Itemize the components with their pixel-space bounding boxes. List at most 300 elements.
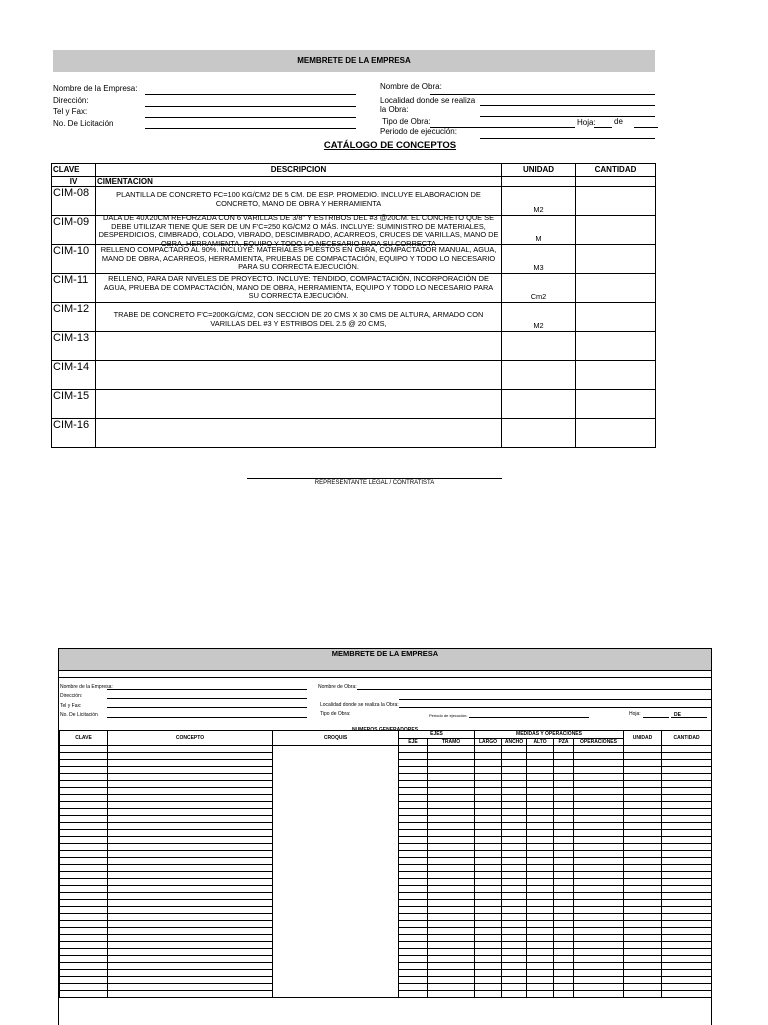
- table-cell[interactable]: [554, 872, 574, 879]
- table-cell[interactable]: [624, 942, 662, 949]
- table-cell[interactable]: [554, 837, 574, 844]
- table-cell[interactable]: [574, 963, 624, 970]
- table-cell[interactable]: [527, 753, 554, 760]
- table-cell[interactable]: [662, 858, 712, 865]
- table-cell[interactable]: [574, 956, 624, 963]
- table-cell[interactable]: [502, 921, 527, 928]
- table-cell[interactable]: [574, 851, 624, 858]
- row-quantity[interactable]: [576, 274, 656, 303]
- table-cell[interactable]: [554, 893, 574, 900]
- table-cell[interactable]: [574, 921, 624, 928]
- table-cell[interactable]: [399, 942, 428, 949]
- table-cell[interactable]: [60, 956, 108, 963]
- table-cell[interactable]: [428, 837, 475, 844]
- table-cell[interactable]: [502, 760, 527, 767]
- table-cell[interactable]: [502, 858, 527, 865]
- table-cell[interactable]: [502, 879, 527, 886]
- table-cell[interactable]: [399, 914, 428, 921]
- table-cell[interactable]: [554, 851, 574, 858]
- table-cell[interactable]: [399, 991, 428, 998]
- table-cell[interactable]: [475, 942, 502, 949]
- table-cell[interactable]: [624, 809, 662, 816]
- table-cell[interactable]: [527, 956, 554, 963]
- row-quantity[interactable]: [576, 390, 656, 419]
- table-cell[interactable]: [60, 774, 108, 781]
- table-cell[interactable]: [428, 865, 475, 872]
- table-cell[interactable]: [428, 942, 475, 949]
- table-cell[interactable]: [574, 977, 624, 984]
- table-cell[interactable]: [624, 977, 662, 984]
- table-cell[interactable]: [399, 949, 428, 956]
- table-cell[interactable]: [502, 795, 527, 802]
- row-quantity[interactable]: [576, 361, 656, 390]
- table-cell[interactable]: [108, 746, 273, 753]
- table-cell[interactable]: [428, 802, 475, 809]
- table-cell[interactable]: [574, 788, 624, 795]
- table-cell[interactable]: [502, 865, 527, 872]
- table-cell[interactable]: [60, 893, 108, 900]
- table-cell[interactable]: [502, 991, 527, 998]
- table-cell[interactable]: [574, 865, 624, 872]
- table-cell[interactable]: [554, 921, 574, 928]
- table-cell[interactable]: [475, 760, 502, 767]
- table-cell[interactable]: [624, 893, 662, 900]
- table-cell[interactable]: [502, 928, 527, 935]
- table-cell[interactable]: [624, 760, 662, 767]
- table-cell[interactable]: [554, 942, 574, 949]
- table-cell[interactable]: [60, 949, 108, 956]
- table-cell[interactable]: [502, 816, 527, 823]
- table-cell[interactable]: [60, 851, 108, 858]
- table-cell[interactable]: [428, 963, 475, 970]
- table-cell[interactable]: [527, 872, 554, 879]
- table-cell[interactable]: [475, 928, 502, 935]
- address-field-2[interactable]: [107, 698, 307, 699]
- table-cell[interactable]: [624, 858, 662, 865]
- table-cell[interactable]: [428, 816, 475, 823]
- table-cell[interactable]: [554, 746, 574, 753]
- table-cell[interactable]: [108, 767, 273, 774]
- table-cell[interactable]: [574, 991, 624, 998]
- table-cell[interactable]: [428, 823, 475, 830]
- table-cell[interactable]: [554, 956, 574, 963]
- table-cell[interactable]: [502, 781, 527, 788]
- sheet-total-field-2[interactable]: [671, 717, 707, 718]
- table-cell[interactable]: [502, 767, 527, 774]
- table-cell[interactable]: [399, 802, 428, 809]
- table-cell[interactable]: [554, 816, 574, 823]
- table-cell[interactable]: [428, 809, 475, 816]
- table-cell[interactable]: [554, 977, 574, 984]
- table-cell[interactable]: [428, 872, 475, 879]
- table-cell[interactable]: [502, 872, 527, 879]
- table-cell[interactable]: [108, 879, 273, 886]
- table-cell[interactable]: [399, 830, 428, 837]
- row-unit[interactable]: [502, 390, 576, 419]
- table-cell[interactable]: [60, 802, 108, 809]
- table-cell[interactable]: [574, 984, 624, 991]
- table-cell[interactable]: [624, 767, 662, 774]
- table-cell[interactable]: [108, 977, 273, 984]
- table-cell[interactable]: [624, 788, 662, 795]
- table-cell[interactable]: [554, 858, 574, 865]
- table-cell[interactable]: [108, 963, 273, 970]
- table-cell[interactable]: [624, 921, 662, 928]
- table-cell[interactable]: [624, 774, 662, 781]
- location-field-2[interactable]: [399, 699, 711, 700]
- period-field[interactable]: [480, 138, 655, 139]
- table-cell[interactable]: [662, 760, 712, 767]
- company-name-field-2[interactable]: [107, 689, 307, 690]
- row-unit[interactable]: [502, 419, 576, 448]
- row-quantity[interactable]: [576, 303, 656, 332]
- table-cell[interactable]: [60, 795, 108, 802]
- table-cell[interactable]: [662, 788, 712, 795]
- table-cell[interactable]: [475, 746, 502, 753]
- table-cell[interactable]: [475, 767, 502, 774]
- table-cell[interactable]: [399, 865, 428, 872]
- table-cell[interactable]: [574, 970, 624, 977]
- table-cell[interactable]: [60, 844, 108, 851]
- table-cell[interactable]: [108, 809, 273, 816]
- table-cell[interactable]: [60, 809, 108, 816]
- table-cell[interactable]: [399, 900, 428, 907]
- row-quantity[interactable]: [576, 187, 656, 216]
- table-cell[interactable]: [662, 949, 712, 956]
- table-cell[interactable]: [60, 914, 108, 921]
- table-cell[interactable]: [60, 900, 108, 907]
- table-cell[interactable]: [428, 844, 475, 851]
- table-cell[interactable]: [624, 823, 662, 830]
- table-cell[interactable]: [574, 844, 624, 851]
- table-cell[interactable]: [475, 921, 502, 928]
- table-cell[interactable]: [399, 837, 428, 844]
- table-cell[interactable]: [475, 802, 502, 809]
- table-cell[interactable]: [399, 767, 428, 774]
- table-cell[interactable]: [527, 816, 554, 823]
- table-cell[interactable]: [554, 907, 574, 914]
- table-cell[interactable]: [60, 879, 108, 886]
- table-cell[interactable]: [399, 774, 428, 781]
- table-cell[interactable]: [527, 760, 554, 767]
- table-cell[interactable]: [428, 914, 475, 921]
- table-cell[interactable]: [662, 879, 712, 886]
- table-cell[interactable]: [60, 816, 108, 823]
- table-cell[interactable]: [624, 956, 662, 963]
- table-cell[interactable]: [527, 893, 554, 900]
- table-cell[interactable]: [574, 816, 624, 823]
- table-cell[interactable]: [554, 914, 574, 921]
- table-cell[interactable]: [428, 851, 475, 858]
- table-cell[interactable]: [60, 984, 108, 991]
- table-cell[interactable]: [108, 795, 273, 802]
- table-cell[interactable]: [624, 963, 662, 970]
- table-cell[interactable]: [574, 767, 624, 774]
- table-cell[interactable]: [624, 970, 662, 977]
- table-cell[interactable]: [662, 823, 712, 830]
- table-cell[interactable]: [475, 984, 502, 991]
- table-cell[interactable]: [554, 830, 574, 837]
- table-cell[interactable]: [475, 858, 502, 865]
- table-cell[interactable]: [527, 949, 554, 956]
- table-cell[interactable]: [475, 816, 502, 823]
- table-cell[interactable]: [475, 837, 502, 844]
- table-cell[interactable]: [399, 956, 428, 963]
- table-cell[interactable]: [554, 970, 574, 977]
- table-cell[interactable]: [527, 963, 554, 970]
- table-cell[interactable]: [662, 837, 712, 844]
- table-cell[interactable]: [527, 942, 554, 949]
- table-cell[interactable]: [475, 781, 502, 788]
- table-cell[interactable]: [624, 844, 662, 851]
- table-cell[interactable]: [399, 935, 428, 942]
- table-cell[interactable]: [502, 907, 527, 914]
- table-cell[interactable]: [502, 837, 527, 844]
- table-cell[interactable]: [399, 970, 428, 977]
- table-cell[interactable]: [554, 984, 574, 991]
- table-cell[interactable]: [662, 900, 712, 907]
- table-cell[interactable]: [428, 767, 475, 774]
- table-cell[interactable]: [502, 788, 527, 795]
- table-cell[interactable]: [428, 781, 475, 788]
- table-cell[interactable]: [554, 781, 574, 788]
- table-cell[interactable]: [527, 935, 554, 942]
- table-cell[interactable]: [475, 970, 502, 977]
- table-cell[interactable]: [502, 893, 527, 900]
- table-cell[interactable]: [475, 949, 502, 956]
- table-cell[interactable]: [527, 907, 554, 914]
- table-cell[interactable]: [624, 914, 662, 921]
- table-cell[interactable]: [428, 795, 475, 802]
- table-cell[interactable]: [574, 774, 624, 781]
- table-cell[interactable]: [399, 984, 428, 991]
- table-cell[interactable]: [475, 935, 502, 942]
- table-cell[interactable]: [475, 914, 502, 921]
- table-cell[interactable]: [60, 970, 108, 977]
- table-cell[interactable]: [527, 970, 554, 977]
- table-cell[interactable]: [108, 760, 273, 767]
- table-cell[interactable]: [502, 900, 527, 907]
- row-description[interactable]: [96, 332, 502, 361]
- table-cell[interactable]: [554, 949, 574, 956]
- bid-number-field[interactable]: [145, 128, 356, 129]
- table-cell[interactable]: [502, 809, 527, 816]
- table-cell[interactable]: [502, 851, 527, 858]
- table-cell[interactable]: [574, 942, 624, 949]
- location-field-3[interactable]: [399, 707, 711, 708]
- table-cell[interactable]: [399, 844, 428, 851]
- table-cell[interactable]: [108, 942, 273, 949]
- table-cell[interactable]: [60, 935, 108, 942]
- table-cell[interactable]: [662, 802, 712, 809]
- table-cell[interactable]: [428, 928, 475, 935]
- table-cell[interactable]: [399, 823, 428, 830]
- table-cell[interactable]: [60, 837, 108, 844]
- row-description[interactable]: [96, 361, 502, 390]
- table-cell[interactable]: [428, 935, 475, 942]
- table-cell[interactable]: [60, 753, 108, 760]
- table-cell[interactable]: [554, 844, 574, 851]
- table-cell[interactable]: [108, 830, 273, 837]
- table-cell[interactable]: [624, 851, 662, 858]
- table-cell[interactable]: [108, 900, 273, 907]
- table-cell[interactable]: [554, 802, 574, 809]
- table-cell[interactable]: [108, 851, 273, 858]
- table-cell[interactable]: [574, 879, 624, 886]
- table-cell[interactable]: [428, 921, 475, 928]
- table-cell[interactable]: [60, 830, 108, 837]
- table-cell[interactable]: [475, 795, 502, 802]
- croquis-cell[interactable]: [273, 746, 399, 998]
- table-cell[interactable]: [428, 956, 475, 963]
- table-cell[interactable]: [624, 886, 662, 893]
- table-cell[interactable]: [624, 802, 662, 809]
- table-cell[interactable]: [527, 788, 554, 795]
- table-cell[interactable]: [60, 942, 108, 949]
- table-cell[interactable]: [624, 907, 662, 914]
- table-cell[interactable]: [60, 746, 108, 753]
- signature-line[interactable]: [247, 478, 502, 479]
- table-cell[interactable]: [527, 823, 554, 830]
- table-cell[interactable]: [554, 774, 574, 781]
- table-cell[interactable]: [108, 914, 273, 921]
- table-cell[interactable]: [574, 872, 624, 879]
- company-name-field[interactable]: [145, 94, 356, 95]
- table-cell[interactable]: [108, 781, 273, 788]
- table-cell[interactable]: [527, 851, 554, 858]
- table-cell[interactable]: [108, 907, 273, 914]
- bid-number-field-2[interactable]: [107, 717, 307, 718]
- table-cell[interactable]: [527, 837, 554, 844]
- table-cell[interactable]: [574, 886, 624, 893]
- table-cell[interactable]: [60, 781, 108, 788]
- table-cell[interactable]: [108, 956, 273, 963]
- table-cell[interactable]: [662, 963, 712, 970]
- table-cell[interactable]: [624, 872, 662, 879]
- table-cell[interactable]: [475, 844, 502, 851]
- table-cell[interactable]: [399, 858, 428, 865]
- sheet-field[interactable]: [594, 127, 612, 128]
- table-cell[interactable]: [399, 746, 428, 753]
- table-cell[interactable]: [527, 767, 554, 774]
- table-cell[interactable]: [108, 774, 273, 781]
- table-cell[interactable]: [60, 963, 108, 970]
- table-cell[interactable]: [574, 928, 624, 935]
- table-cell[interactable]: [428, 774, 475, 781]
- table-cell[interactable]: [60, 928, 108, 935]
- table-cell[interactable]: [527, 858, 554, 865]
- table-cell[interactable]: [428, 977, 475, 984]
- table-cell[interactable]: [662, 767, 712, 774]
- table-cell[interactable]: [662, 872, 712, 879]
- table-cell[interactable]: [108, 753, 273, 760]
- table-cell[interactable]: [475, 907, 502, 914]
- location-field-2[interactable]: [480, 116, 655, 117]
- table-cell[interactable]: [662, 774, 712, 781]
- project-name-field[interactable]: [430, 94, 655, 95]
- table-cell[interactable]: [574, 781, 624, 788]
- table-cell[interactable]: [527, 977, 554, 984]
- table-cell[interactable]: [399, 781, 428, 788]
- table-cell[interactable]: [475, 865, 502, 872]
- table-cell[interactable]: [502, 984, 527, 991]
- table-cell[interactable]: [428, 858, 475, 865]
- table-cell[interactable]: [60, 886, 108, 893]
- table-cell[interactable]: [527, 802, 554, 809]
- table-cell[interactable]: [554, 809, 574, 816]
- row-quantity[interactable]: [576, 419, 656, 448]
- row-unit[interactable]: [502, 361, 576, 390]
- table-cell[interactable]: [502, 963, 527, 970]
- table-cell[interactable]: [624, 816, 662, 823]
- table-cell[interactable]: [624, 991, 662, 998]
- table-cell[interactable]: [108, 893, 273, 900]
- table-cell[interactable]: [624, 781, 662, 788]
- table-cell[interactable]: [428, 949, 475, 956]
- table-cell[interactable]: [527, 865, 554, 872]
- table-cell[interactable]: [60, 991, 108, 998]
- table-cell[interactable]: [60, 977, 108, 984]
- table-cell[interactable]: [428, 893, 475, 900]
- table-cell[interactable]: [502, 949, 527, 956]
- table-cell[interactable]: [662, 795, 712, 802]
- table-cell[interactable]: [428, 879, 475, 886]
- row-description[interactable]: [96, 390, 502, 419]
- table-cell[interactable]: [428, 788, 475, 795]
- table-cell[interactable]: [475, 991, 502, 998]
- table-cell[interactable]: [502, 935, 527, 942]
- table-cell[interactable]: [399, 907, 428, 914]
- table-cell[interactable]: [428, 746, 475, 753]
- table-cell[interactable]: [475, 774, 502, 781]
- table-cell[interactable]: [554, 753, 574, 760]
- table-cell[interactable]: [502, 802, 527, 809]
- row-quantity[interactable]: [576, 216, 656, 245]
- table-cell[interactable]: [399, 872, 428, 879]
- project-name-field-2[interactable]: [357, 689, 711, 690]
- table-cell[interactable]: [108, 788, 273, 795]
- table-cell[interactable]: [502, 956, 527, 963]
- table-cell[interactable]: [399, 851, 428, 858]
- table-cell[interactable]: [108, 970, 273, 977]
- table-cell[interactable]: [475, 851, 502, 858]
- table-cell[interactable]: [399, 977, 428, 984]
- table-cell[interactable]: [399, 886, 428, 893]
- row-unit[interactable]: [502, 332, 576, 361]
- table-cell[interactable]: [428, 970, 475, 977]
- table-cell[interactable]: [662, 746, 712, 753]
- table-cell[interactable]: [475, 963, 502, 970]
- table-cell[interactable]: [428, 753, 475, 760]
- table-cell[interactable]: [60, 907, 108, 914]
- table-cell[interactable]: [60, 858, 108, 865]
- table-cell[interactable]: [554, 795, 574, 802]
- table-cell[interactable]: [662, 907, 712, 914]
- row-description[interactable]: [96, 419, 502, 448]
- table-cell[interactable]: [399, 816, 428, 823]
- table-cell[interactable]: [108, 886, 273, 893]
- table-cell[interactable]: [502, 774, 527, 781]
- table-cell[interactable]: [108, 865, 273, 872]
- table-cell[interactable]: [502, 970, 527, 977]
- table-cell[interactable]: [527, 921, 554, 928]
- table-cell[interactable]: [60, 865, 108, 872]
- table-cell[interactable]: [554, 760, 574, 767]
- table-cell[interactable]: [662, 956, 712, 963]
- table-cell[interactable]: [574, 753, 624, 760]
- table-cell[interactable]: [108, 921, 273, 928]
- table-cell[interactable]: [662, 984, 712, 991]
